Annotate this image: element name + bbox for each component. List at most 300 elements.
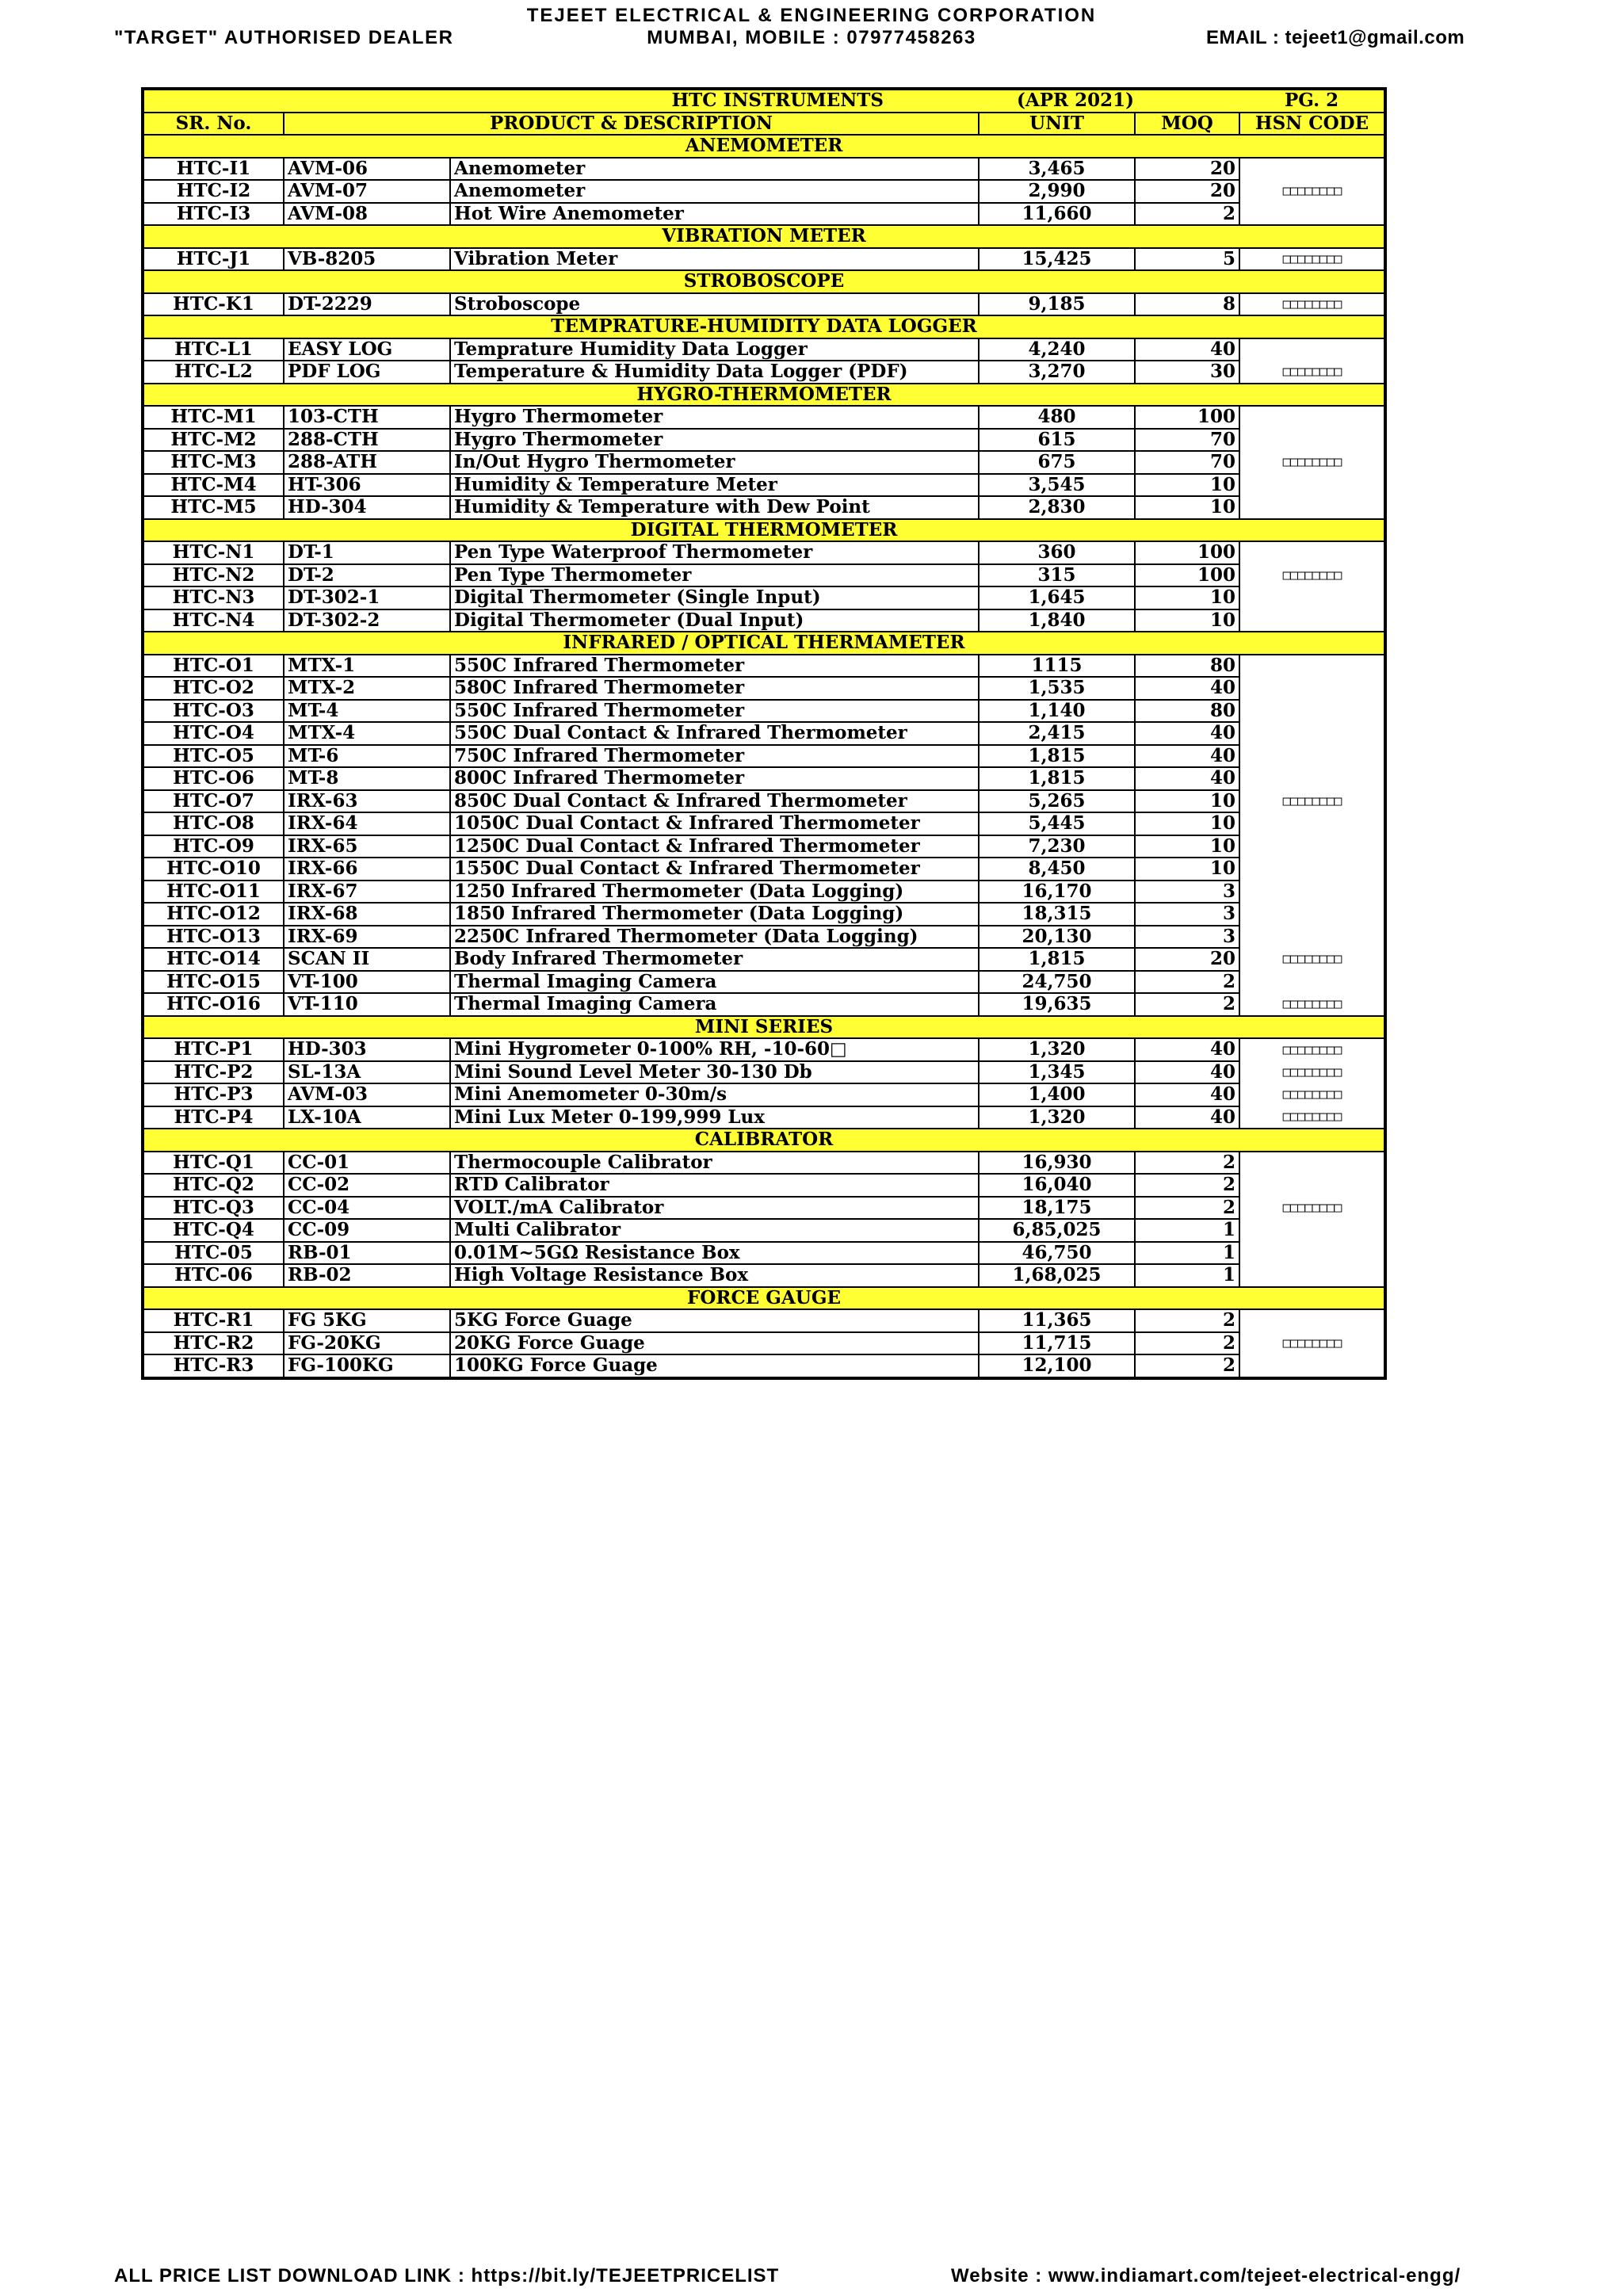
moq-cell: 8 (1135, 293, 1239, 316)
moq-cell: 100 (1135, 564, 1239, 587)
sr-cell: HTC-I1 (143, 158, 284, 181)
moq-cell: 70 (1135, 451, 1239, 474)
description-cell: Multi Calibrator (450, 1219, 979, 1242)
section-header-row (143, 1287, 1385, 1310)
unit-price-cell: 11,660 (979, 203, 1135, 226)
table-row (143, 1309, 1385, 1332)
model-cell: IRX-67 (284, 881, 450, 904)
unit-price-cell: 20,130 (979, 926, 1135, 949)
table-row (143, 767, 1385, 790)
description-cell: 550C Infrared Thermometer (450, 700, 979, 723)
table-row (143, 429, 1385, 452)
sr-cell: HTC-O11 (143, 881, 284, 904)
email-line[interactable]: EMAIL : tejeet1@gmail.com (1206, 27, 1465, 48)
sr-cell: HTC-N2 (143, 564, 284, 587)
sr-cell: HTC-O15 (143, 971, 284, 994)
model-cell: IRX-63 (284, 790, 450, 813)
model-cell: CC-01 (284, 1152, 450, 1175)
model-cell: MT-6 (284, 745, 450, 768)
sr-cell: HTC-Q3 (143, 1197, 284, 1220)
moq-cell: 40 (1135, 1061, 1239, 1084)
table-row (143, 1152, 1385, 1175)
unit-price-cell: 1,320 (979, 1106, 1135, 1129)
unit-price-cell: 1,815 (979, 745, 1135, 768)
footer-download-link[interactable]: ALL PRICE LIST DOWNLOAD LINK : https://bit.ly/TEJEETPRICELIST (114, 2265, 780, 2286)
unit-price-cell: 9,185 (979, 293, 1135, 316)
description-cell: Pen Type Thermometer (450, 564, 979, 587)
moq-cell: 20 (1135, 180, 1239, 203)
col-header-moq: MOQ (1135, 113, 1239, 136)
model-cell: HD-303 (284, 1038, 450, 1061)
contact-line: MUMBAI, MOBILE : 07977458263 (647, 27, 976, 48)
unit-price-cell: 18,175 (979, 1197, 1135, 1220)
moq-cell: 10 (1135, 812, 1239, 835)
description-cell: 100KG Force Guage (450, 1354, 979, 1378)
sr-cell: HTC-O13 (143, 926, 284, 949)
hsn-code-cell (1239, 1309, 1385, 1332)
unit-price-cell: 15,425 (979, 248, 1135, 271)
col-header-product: PRODUCT & DESCRIPTION (284, 113, 979, 136)
table-row (143, 1354, 1385, 1378)
unit-price-cell: 1,140 (979, 700, 1135, 723)
hsn-code-cell (1239, 677, 1385, 700)
sr-cell: HTC-R2 (143, 1332, 284, 1355)
moq-cell: 1 (1135, 1264, 1239, 1287)
hsn-code-cell: □□□□□□□□ (1239, 1038, 1385, 1061)
section-header-row (143, 135, 1385, 158)
model-cell: AVM-07 (284, 180, 450, 203)
section-title: VIBRATION METER (143, 225, 1385, 248)
sr-cell: HTC-O12 (143, 903, 284, 926)
description-cell: Digital Thermometer (Single Input) (450, 586, 979, 609)
sr-cell: HTC-N3 (143, 586, 284, 609)
sr-cell: HTC-06 (143, 1264, 284, 1287)
moq-cell: 40 (1135, 745, 1239, 768)
model-cell: CC-02 (284, 1174, 450, 1197)
hsn-code-cell (1239, 406, 1385, 429)
section-title: HYGRO-THERMOMETER (143, 384, 1385, 407)
unit-price-cell: 1,68,025 (979, 1264, 1135, 1287)
hsn-code-cell (1239, 767, 1385, 790)
unit-price-cell: 2,415 (979, 722, 1135, 745)
table-row (143, 812, 1385, 835)
section-title: CALIBRATOR (143, 1129, 1385, 1152)
sr-cell: HTC-I2 (143, 180, 284, 203)
description-cell: RTD Calibrator (450, 1174, 979, 1197)
hsn-code-cell (1239, 1242, 1385, 1265)
table-row (143, 586, 1385, 609)
model-cell: MTX-2 (284, 677, 450, 700)
description-cell: In/Out Hygro Thermometer (450, 451, 979, 474)
col-header-sr: SR. No. (143, 113, 284, 136)
unit-price-cell: 8,450 (979, 858, 1135, 881)
table-row (143, 971, 1385, 994)
description-cell: Hygro Thermometer (450, 429, 979, 452)
sr-cell: HTC-O14 (143, 948, 284, 971)
description-cell: High Voltage Resistance Box (450, 1264, 979, 1287)
sr-cell: HTC-O3 (143, 700, 284, 723)
sr-cell: HTC-O7 (143, 790, 284, 813)
moq-cell: 3 (1135, 903, 1239, 926)
description-cell: 1850 Infrared Thermometer (Data Logging) (450, 903, 979, 926)
unit-price-cell: 360 (979, 541, 1135, 564)
hsn-code-cell (1239, 700, 1385, 723)
moq-cell: 2 (1135, 203, 1239, 226)
description-cell: Hot Wire Anemometer (450, 203, 979, 226)
table-row (143, 564, 1385, 587)
section-header-row (143, 225, 1385, 248)
hsn-code-cell: □□□□□□□□ (1239, 1197, 1385, 1220)
description-cell: Vibration Meter (450, 248, 979, 271)
table-row (143, 903, 1385, 926)
model-cell: AVM-03 (284, 1083, 450, 1106)
hsn-code-cell: □□□□□□□□ (1239, 1106, 1385, 1129)
table-row (143, 700, 1385, 723)
moq-cell: 80 (1135, 655, 1239, 678)
table-row (143, 406, 1385, 429)
table-row (143, 180, 1385, 203)
sr-cell: HTC-M3 (143, 451, 284, 474)
sr-cell: HTC-M5 (143, 496, 284, 519)
sr-cell: HTC-M4 (143, 474, 284, 497)
hsn-code-cell (1239, 1264, 1385, 1287)
moq-cell: 2 (1135, 1309, 1239, 1332)
sr-cell: HTC-L1 (143, 338, 284, 361)
sr-cell: HTC-L2 (143, 361, 284, 384)
table-row (143, 948, 1385, 971)
model-cell: DT-2 (284, 564, 450, 587)
section-header-row (143, 519, 1385, 542)
price-table (141, 87, 1387, 1380)
hsn-code-cell: □□□□□□□□ (1239, 948, 1385, 971)
description-cell: Humidity & Temperature with Dew Point (450, 496, 979, 519)
model-cell: IRX-64 (284, 812, 450, 835)
unit-price-cell: 6,85,025 (979, 1219, 1135, 1242)
hsn-code-cell (1239, 429, 1385, 452)
sr-cell: HTC-O10 (143, 858, 284, 881)
table-date: (APR 2021) (979, 89, 1239, 113)
sr-cell: HTC-Q4 (143, 1219, 284, 1242)
sr-cell: HTC-Q1 (143, 1152, 284, 1175)
model-cell: 103-CTH (284, 406, 450, 429)
model-cell: VT-110 (284, 993, 450, 1016)
sr-cell: HTC-O1 (143, 655, 284, 678)
hsn-code-cell: □□□□□□□□ (1239, 180, 1385, 203)
model-cell: AVM-08 (284, 203, 450, 226)
description-cell: Temprature Humidity Data Logger (450, 338, 979, 361)
hsn-code-cell (1239, 158, 1385, 181)
moq-cell: 2 (1135, 1152, 1239, 1175)
model-cell: IRX-65 (284, 835, 450, 858)
description-cell: Hygro Thermometer (450, 406, 979, 429)
unit-price-cell: 11,715 (979, 1332, 1135, 1355)
hsn-code-cell (1239, 881, 1385, 904)
description-cell: Mini Lux Meter 0-199,999 Lux (450, 1106, 979, 1129)
unit-price-cell: 1,645 (979, 586, 1135, 609)
moq-cell: 2 (1135, 1174, 1239, 1197)
sr-cell: HTC-P4 (143, 1106, 284, 1129)
model-cell: MT-4 (284, 700, 450, 723)
model-cell: HT-306 (284, 474, 450, 497)
description-cell: 550C Infrared Thermometer (450, 655, 979, 678)
moq-cell: 10 (1135, 609, 1239, 632)
moq-cell: 2 (1135, 971, 1239, 994)
description-cell: 1250C Dual Contact & Infrared Thermometer (450, 835, 979, 858)
table-row (143, 248, 1385, 271)
table-row (143, 496, 1385, 519)
hsn-code-cell (1239, 745, 1385, 768)
table-row (143, 881, 1385, 904)
model-cell: IRX-66 (284, 858, 450, 881)
hsn-code-cell: □□□□□□□□ (1239, 361, 1385, 384)
unit-price-cell: 16,040 (979, 1174, 1135, 1197)
unit-price-cell: 1,400 (979, 1083, 1135, 1106)
section-header-row (143, 632, 1385, 655)
sr-cell: HTC-K1 (143, 293, 284, 316)
description-cell: 580C Infrared Thermometer (450, 677, 979, 700)
model-cell: CC-09 (284, 1219, 450, 1242)
sr-cell: HTC-R3 (143, 1354, 284, 1378)
unit-price-cell: 4,240 (979, 338, 1135, 361)
unit-price-cell: 7,230 (979, 835, 1135, 858)
unit-price-cell: 315 (979, 564, 1135, 587)
model-cell: 288-CTH (284, 429, 450, 452)
column-header-row (143, 113, 1385, 136)
unit-price-cell: 3,465 (979, 158, 1135, 181)
description-cell: Mini Sound Level Meter 30-130 Db (450, 1061, 979, 1084)
unit-price-cell: 12,100 (979, 1354, 1135, 1378)
hsn-code-cell: □□□□□□□□ (1239, 564, 1385, 587)
moq-cell: 3 (1135, 926, 1239, 949)
section-title: TEMPRATURE-HUMIDITY DATA LOGGER (143, 315, 1385, 338)
hsn-code-cell: □□□□□□□□ (1239, 1083, 1385, 1106)
unit-price-cell: 18,315 (979, 903, 1135, 926)
hsn-code-cell (1239, 338, 1385, 361)
description-cell: Thermal Imaging Camera (450, 971, 979, 994)
table-row (143, 451, 1385, 474)
description-cell: VOLT./mA Calibrator (450, 1197, 979, 1220)
moq-cell: 2 (1135, 1332, 1239, 1355)
moq-cell: 100 (1135, 541, 1239, 564)
model-cell: PDF LOG (284, 361, 450, 384)
description-cell: 800C Infrared Thermometer (450, 767, 979, 790)
page-number: PG. 2 (1239, 89, 1385, 113)
table-row (143, 993, 1385, 1016)
unit-price-cell: 1115 (979, 655, 1135, 678)
table-row (143, 474, 1385, 497)
table-row (143, 1174, 1385, 1197)
model-cell: RB-02 (284, 1264, 450, 1287)
hsn-code-cell: □□□□□□□□ (1239, 451, 1385, 474)
table-row (143, 203, 1385, 226)
model-cell: AVM-06 (284, 158, 450, 181)
unit-price-cell: 5,445 (979, 812, 1135, 835)
model-cell: LX-10A (284, 1106, 450, 1129)
table-row (143, 858, 1385, 881)
hsn-code-cell (1239, 858, 1385, 881)
moq-cell: 40 (1135, 1038, 1239, 1061)
unit-price-cell: 1,815 (979, 767, 1135, 790)
unit-price-cell: 24,750 (979, 971, 1135, 994)
model-cell: SCAN II (284, 948, 450, 971)
dealer-line: "TARGET" AUTHORISED DEALER (114, 27, 454, 48)
model-cell: VB-8205 (284, 248, 450, 271)
unit-price-cell: 16,170 (979, 881, 1135, 904)
sr-cell: HTC-O6 (143, 767, 284, 790)
moq-cell: 2 (1135, 1354, 1239, 1378)
hsn-code-cell: □□□□□□□□ (1239, 993, 1385, 1016)
hsn-code-cell: □□□□□□□□ (1239, 1061, 1385, 1084)
unit-price-cell: 11,365 (979, 1309, 1135, 1332)
description-cell: 750C Infrared Thermometer (450, 745, 979, 768)
description-cell: Humidity & Temperature Meter (450, 474, 979, 497)
model-cell: RB-01 (284, 1242, 450, 1265)
hsn-code-cell (1239, 586, 1385, 609)
table-row (143, 1083, 1385, 1106)
section-title: STROBOSCOPE (143, 270, 1385, 293)
moq-cell: 80 (1135, 700, 1239, 723)
description-cell: Body Infrared Thermometer (450, 948, 979, 971)
unit-price-cell: 1,840 (979, 609, 1135, 632)
sr-cell: HTC-P3 (143, 1083, 284, 1106)
model-cell: MT-8 (284, 767, 450, 790)
unit-price-cell: 480 (979, 406, 1135, 429)
table-row (143, 1197, 1385, 1220)
table-row (143, 1219, 1385, 1242)
table-row (143, 361, 1385, 384)
table-row (143, 541, 1385, 564)
table-row (143, 338, 1385, 361)
model-cell: DT-2229 (284, 293, 450, 316)
model-cell: IRX-68 (284, 903, 450, 926)
model-cell: FG-100KG (284, 1354, 450, 1378)
hsn-code-cell (1239, 971, 1385, 994)
moq-cell: 40 (1135, 338, 1239, 361)
description-cell: 0.01M~5GΩ Resistance Box (450, 1242, 979, 1265)
sr-cell: HTC-P2 (143, 1061, 284, 1084)
table-row (143, 158, 1385, 181)
unit-price-cell: 5,265 (979, 790, 1135, 813)
sr-cell: HTC-M2 (143, 429, 284, 452)
hsn-code-cell (1239, 926, 1385, 949)
moq-cell: 30 (1135, 361, 1239, 384)
hsn-code-cell (1239, 1152, 1385, 1175)
moq-cell: 10 (1135, 858, 1239, 881)
hsn-code-cell (1239, 609, 1385, 632)
sr-cell: HTC-I3 (143, 203, 284, 226)
model-cell: MTX-4 (284, 722, 450, 745)
model-cell: EASY LOG (284, 338, 450, 361)
hsn-code-cell (1239, 722, 1385, 745)
hsn-code-cell (1239, 655, 1385, 678)
sr-cell: HTC-O8 (143, 812, 284, 835)
hsn-code-cell: □□□□□□□□ (1239, 790, 1385, 813)
col-header-hsn: HSN CODE (1239, 113, 1385, 136)
description-cell: Thermocouple Calibrator (450, 1152, 979, 1175)
table-row (143, 293, 1385, 316)
moq-cell: 10 (1135, 835, 1239, 858)
hsn-code-cell (1239, 541, 1385, 564)
table-row (143, 1038, 1385, 1061)
unit-price-cell: 1,345 (979, 1061, 1135, 1084)
col-header-unit: UNIT (979, 113, 1135, 136)
sr-cell: HTC-05 (143, 1242, 284, 1265)
section-title: MINI SERIES (143, 1016, 1385, 1039)
moq-cell: 10 (1135, 474, 1239, 497)
description-cell: 2250C Infrared Thermometer (Data Logging) (450, 926, 979, 949)
section-header-row (143, 1129, 1385, 1152)
model-cell: HD-304 (284, 496, 450, 519)
sr-cell: HTC-O5 (143, 745, 284, 768)
company-name: TEJEET ELECTRICAL & ENGINEERING CORPORATION (526, 5, 1097, 26)
moq-cell: 3 (1135, 881, 1239, 904)
hsn-code-cell (1239, 203, 1385, 226)
table-row (143, 1332, 1385, 1355)
sr-cell: HTC-O4 (143, 722, 284, 745)
section-header-row (143, 315, 1385, 338)
sr-cell: HTC-Q2 (143, 1174, 284, 1197)
section-header-row (143, 384, 1385, 407)
title-row (143, 89, 1385, 113)
unit-price-cell: 2,990 (979, 180, 1135, 203)
description-cell: 1550C Dual Contact & Infrared Thermometer (450, 858, 979, 881)
unit-price-cell: 1,815 (979, 948, 1135, 971)
section-title: INFRARED / OPTICAL THERMAMETER (143, 632, 1385, 655)
unit-price-cell: 3,270 (979, 361, 1135, 384)
hsn-code-cell (1239, 835, 1385, 858)
table-row (143, 790, 1385, 813)
hsn-code-cell: □□□□□□□□ (1239, 1332, 1385, 1355)
unit-price-cell: 46,750 (979, 1242, 1135, 1265)
unit-price-cell: 16,930 (979, 1152, 1135, 1175)
table-row (143, 926, 1385, 949)
sr-cell: HTC-M1 (143, 406, 284, 429)
table-row (143, 722, 1385, 745)
footer-website[interactable]: Website : www.indiamart.com/tejeet-electrical-engg/ (951, 2265, 1461, 2286)
table-title: HTC INSTRUMENTS (284, 89, 979, 113)
description-cell: 1050C Dual Contact & Infrared Thermometer (450, 812, 979, 835)
moq-cell: 5 (1135, 248, 1239, 271)
table-row (143, 745, 1385, 768)
moq-cell: 10 (1135, 586, 1239, 609)
unit-price-cell: 19,635 (979, 993, 1135, 1016)
model-cell: IRX-69 (284, 926, 450, 949)
unit-price-cell: 1,535 (979, 677, 1135, 700)
section-title: ANEMOMETER (143, 135, 1385, 158)
description-cell: Digital Thermometer (Dual Input) (450, 609, 979, 632)
unit-price-cell: 615 (979, 429, 1135, 452)
model-cell: VT-100 (284, 971, 450, 994)
description-cell: 5KG Force Guage (450, 1309, 979, 1332)
moq-cell: 100 (1135, 406, 1239, 429)
description-cell: 850C Dual Contact & Infrared Thermometer (450, 790, 979, 813)
hsn-code-cell (1239, 474, 1385, 497)
description-cell: Anemometer (450, 158, 979, 181)
model-cell: 288-ATH (284, 451, 450, 474)
moq-cell: 40 (1135, 722, 1239, 745)
unit-price-cell: 2,830 (979, 496, 1135, 519)
moq-cell: 40 (1135, 677, 1239, 700)
sr-cell: HTC-O2 (143, 677, 284, 700)
moq-cell: 20 (1135, 948, 1239, 971)
description-cell: Mini Anemometer 0-30m/s (450, 1083, 979, 1106)
moq-cell: 2 (1135, 993, 1239, 1016)
table-row (143, 1061, 1385, 1084)
model-cell: SL-13A (284, 1061, 450, 1084)
description-cell: 20KG Force Guage (450, 1332, 979, 1355)
unit-price-cell: 3,545 (979, 474, 1135, 497)
moq-cell: 20 (1135, 158, 1239, 181)
